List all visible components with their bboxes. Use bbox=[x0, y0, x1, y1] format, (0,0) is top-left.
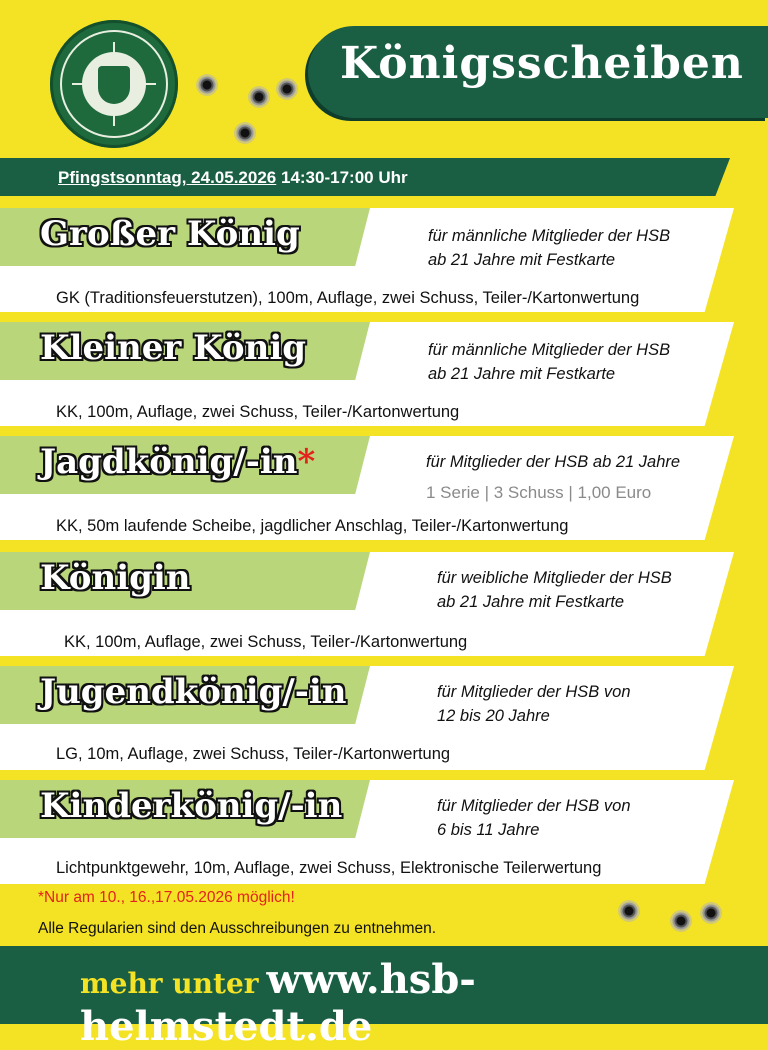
website-link[interactable]: www.hsb-helmstedt.de bbox=[80, 956, 476, 1050]
footnote: *Nur am 10., 16.,17.05.2026 möglich! bbox=[38, 889, 295, 906]
footer-prefix: mehr unter bbox=[80, 967, 259, 1000]
event-date-day: Pfingstsonntag, 24.05.2026 bbox=[58, 168, 277, 187]
section-title: Jugendkönig/-in bbox=[40, 672, 347, 712]
section-eligibility bbox=[428, 224, 670, 272]
eligibility-line: 12 bis 20 Jahre bbox=[437, 707, 550, 725]
section-eligibility: für Mitglieder der HSB ab 21 Jahre bbox=[426, 453, 681, 471]
club-logo bbox=[50, 20, 178, 148]
section-eligibility bbox=[437, 566, 672, 614]
footnote-star: * bbox=[297, 442, 316, 482]
section-title-text: Jagdkönig/-in bbox=[40, 442, 298, 482]
eligibility-line: für weibliche Mitglieder der HSB bbox=[437, 569, 672, 587]
eligibility-line: 6 bis 11 Jahre bbox=[437, 821, 540, 839]
footer bbox=[80, 956, 768, 1050]
bullet-hole-icon bbox=[276, 78, 298, 100]
event-date bbox=[58, 168, 408, 188]
page-title: Königsscheiben bbox=[340, 38, 744, 89]
eligibility-line: für männliche Mitglieder der HSB bbox=[428, 227, 671, 245]
bullet-hole-icon bbox=[196, 74, 218, 96]
section-title: Königin bbox=[40, 558, 191, 598]
eligibility-line: für Mitglieder der HSB von bbox=[437, 683, 631, 701]
section-eligibility bbox=[437, 680, 631, 728]
bullet-hole-icon bbox=[248, 86, 270, 108]
section-description: KK, 100m, Auflage, zwei Schuss, Teiler-/Kartonwertung bbox=[64, 633, 468, 651]
eligibility-line: für Mitglieder der HSB von bbox=[437, 797, 631, 815]
section-title: Großer König bbox=[40, 214, 300, 254]
section-title: Kleiner König bbox=[40, 328, 307, 368]
bullet-hole-icon bbox=[700, 902, 722, 924]
section-description: KK, 100m, Auflage, zwei Schuss, Teiler-/Kartonwertung bbox=[56, 403, 460, 421]
logo-crest bbox=[98, 66, 130, 104]
section-description: GK (Traditionsfeuerstutzen), 100m, Auflage, zwei Schuss, Teiler-/Kartonwertung bbox=[56, 289, 640, 307]
bullet-hole-icon bbox=[234, 122, 256, 144]
eligibility-line: für männliche Mitglieder der HSB bbox=[428, 341, 671, 359]
section-eligibility bbox=[428, 338, 670, 386]
section-price: 1 Serie | 3 Schuss | 1,00 Euro bbox=[426, 483, 652, 502]
section-eligibility bbox=[437, 794, 631, 842]
eligibility-line: ab 21 Jahre mit Festkarte bbox=[428, 251, 616, 269]
section-title bbox=[40, 442, 315, 482]
section-title: Kinderkönig/-in bbox=[40, 786, 343, 826]
event-time: 14:30-17:00 Uhr bbox=[280, 168, 408, 187]
eligibility-line: ab 21 Jahre mit Festkarte bbox=[428, 365, 616, 383]
section-description: KK, 50m laufende Scheibe, jagdlicher Anschlag, Teiler-/Kartonwertung bbox=[56, 517, 569, 535]
bullet-hole-icon bbox=[670, 910, 692, 932]
bullet-hole-icon bbox=[618, 900, 640, 922]
section-description: Lichtpunktgewehr, 10m, Auflage, zwei Schuss, Elektronische Teilerwertung bbox=[56, 859, 602, 877]
eligibility-line: ab 21 Jahre mit Festkarte bbox=[437, 593, 625, 611]
regulations-note: Alle Regularien sind den Ausschreibungen zu entnehmen. bbox=[38, 920, 437, 937]
section-description: LG, 10m, Auflage, zwei Schuss, Teiler-/Kartonwertung bbox=[56, 745, 451, 763]
